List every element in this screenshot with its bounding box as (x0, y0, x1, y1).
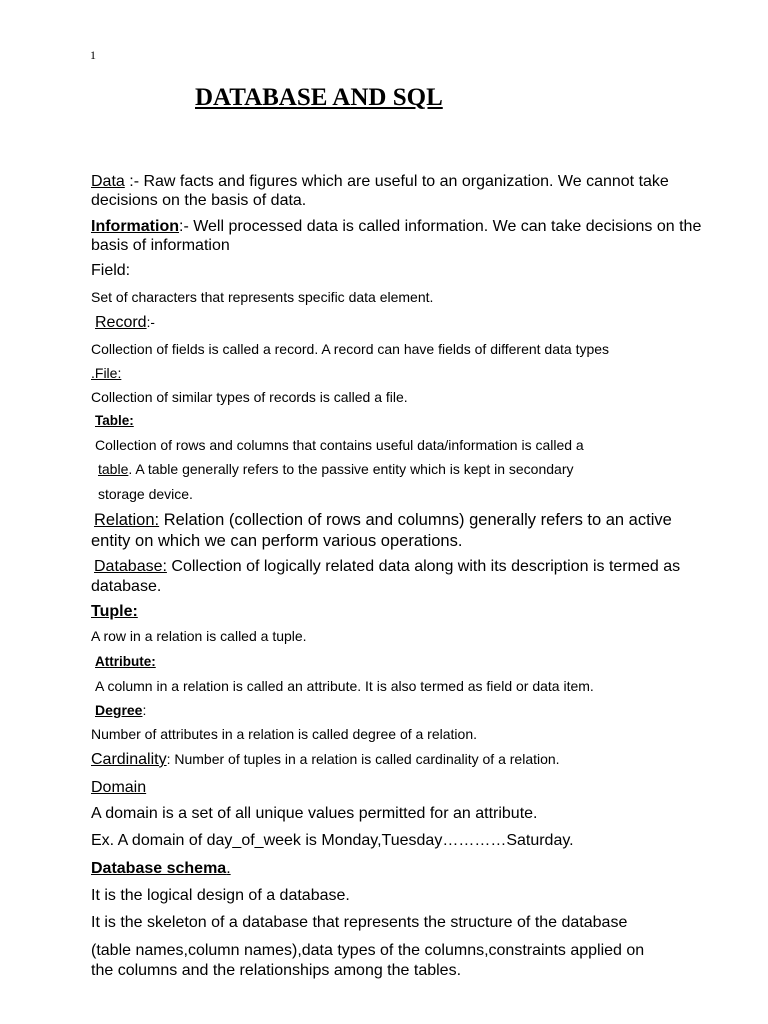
domain-definition-line1: A domain is a set of all unique values permitted for an attribute. (91, 805, 538, 822)
table-inline-term: table (98, 461, 129, 477)
record-term: Record (95, 314, 147, 331)
table-term: Table: (95, 413, 134, 428)
attribute-term: Attribute: (95, 654, 156, 669)
data-definition-line2: decisions on the basis of data. (91, 192, 307, 209)
schema-definition-line3: (table names,column names),data types of the columns,constraints applied on (91, 942, 645, 959)
data-term: Data (91, 173, 125, 190)
information-definition-line1: Information:- Well processed data is called information. We can take decisions on the (91, 218, 702, 235)
relation-term: Relation: (94, 511, 160, 529)
file-term: .File: (91, 365, 122, 381)
database-definition-line1: Database: Collection of logically related data along with its description is termed as (94, 558, 681, 575)
cardinality-term: Cardinality (91, 751, 167, 768)
database-term: Database: (94, 558, 167, 575)
degree-definition: Number of attributes in a relation is called degree of a relation. (91, 726, 477, 742)
record-definition: Collection of fields is called a record. A record can have fields of different data types (91, 341, 610, 357)
tuple-definition: A row in a relation is called a tuple. (91, 628, 307, 644)
database-definition-line2: database. (91, 578, 162, 595)
table-definition-line3: storage device. (98, 486, 193, 502)
information-term: Information (91, 218, 179, 235)
information-definition-line2: basis of information (91, 237, 230, 254)
degree-term: Degree (95, 702, 143, 718)
page-title: DATABASE AND SQL (195, 84, 443, 111)
degree-heading: Degree: (95, 702, 147, 718)
domain-example: Ex. A domain of day_of_week is Monday,Tuesday…………Saturday. (91, 832, 574, 849)
relation-definition-line2: entity on which we can perform various operations. (91, 532, 463, 550)
schema-definition-line1: It is the logical design of a database. (91, 887, 350, 904)
tuple-term: Tuple: (91, 603, 138, 620)
table-definition-line1: Collection of rows and columns that contains useful data/information is called a (95, 437, 584, 453)
schema-definition-line2: It is the skeleton of a database that represents the structure of the database (91, 914, 628, 931)
schema-definition-line4: the columns and the relationships among the tables. (91, 962, 462, 979)
relation-definition-line1: Relation: Relation (collection of rows and columns) generally refers to an active (94, 511, 672, 529)
schema-term: Database schema (91, 860, 227, 877)
field-term: Field: (91, 262, 131, 279)
table-definition-line2: table. A table generally refers to the passive entity which is kept in secondary (98, 461, 574, 477)
domain-term: Domain (91, 779, 147, 796)
cardinality-definition: Cardinality: Number of tuples in a relation is called cardinality of a relation. (91, 751, 560, 768)
record-heading: Record:- (95, 314, 155, 331)
page-number: 1 (90, 48, 96, 62)
field-definition: Set of characters that represents specific data element. (91, 289, 434, 305)
schema-heading: Database schema. (91, 860, 231, 877)
file-definition: Collection of similar types of records is called a file. (91, 389, 408, 405)
data-definition-line1: Data :- Raw facts and figures which are useful to an organization. We cannot take (91, 173, 669, 190)
attribute-definition: A column in a relation is called an attribute. It is also termed as field or data item. (95, 678, 594, 694)
